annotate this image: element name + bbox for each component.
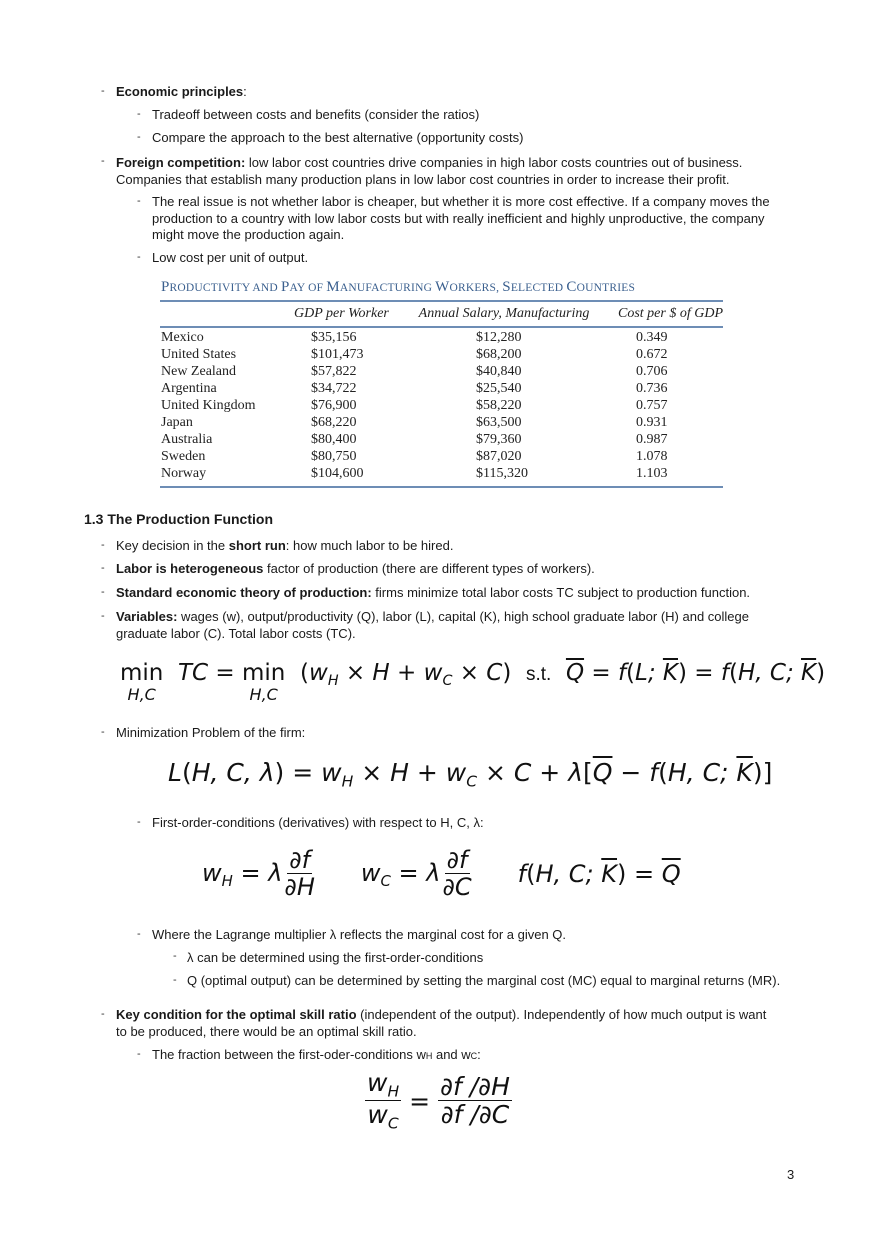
table-bottom-rule: [160, 486, 723, 488]
table-row: Australia $80,400 $79,360 0.987: [161, 432, 668, 447]
bullet-dash: -: [101, 1008, 105, 1020]
section-heading: 1.3 The Production Function: [84, 511, 273, 527]
equation-skill-ratio: $\frac{w_H}{w_C}$ = $\frac{\partial f /\partial H}{\partial f /\partial C}$: [367, 1068, 510, 1133]
bullet-economic-principles: Economic principles:: [116, 84, 247, 99]
bullet-dash: -: [137, 131, 141, 143]
sub-sub-bullet: Q (optimal output) can be determined by setting the marginal cost (MC) equal to marginal returns (MR).: [187, 973, 781, 988]
bullet-variables: Variables: wages (w), output/productivity (Q), labor (L), capital (K), high school graduate labor (H) and college: [116, 609, 749, 624]
bullet-foreign-competition: Foreign competition: low labor cost countries drive companies in high labor costs countries out of business.: [116, 155, 743, 170]
table-row: Norway $104,600 $115,320 1.103: [161, 466, 668, 481]
table-row: New Zealand $57,822 $40,840 0.706: [161, 364, 668, 379]
column-header: GDP per Worker: [294, 306, 389, 321]
sub-bullet-continuation: might move the production again.: [152, 227, 345, 242]
bullet-dash: -: [137, 816, 141, 828]
bullet-standard-theory: Standard economic theory of production: firms minimize total labor costs TC subject to production function.: [116, 585, 751, 600]
sub-bullet-foc: First-order-conditions (derivatives) with respect to H, C, λ:: [152, 815, 484, 830]
bullet-short-run: Key decision in the short run: how much labor to be hired.: [116, 538, 454, 553]
bullet-dash: -: [137, 108, 141, 120]
table-row: Argentina $34,722 $25,540 0.736: [161, 381, 668, 396]
bullet-dash: -: [173, 974, 177, 986]
sub-bullet-lagrange: Where the Lagrange multiplier λ reflects the marginal cost for a given Q.: [152, 927, 567, 942]
bullet-continuation: Companies that establish many production plans in low labor cost countries in order to increase their profit.: [116, 172, 730, 187]
bullet-dash: -: [137, 251, 141, 263]
table-title: PRODUCTIVITY AND PAY OF MANUFACTURING WORKERS, SELECTED COUNTRIES: [161, 279, 636, 295]
table-row: Mexico $35,156 $12,280 0.349: [161, 330, 668, 345]
bullet-dash: -: [137, 195, 141, 207]
bullet-dash: -: [101, 562, 105, 574]
table-row: United Kingdom $76,900 $58,220 0.757: [161, 398, 668, 413]
sub-bullet: Low cost per unit of output.: [152, 250, 309, 265]
bullet-dash: -: [101, 610, 105, 622]
bullet-continuation: graduate labor (C). Total labor costs (TC).: [116, 626, 356, 641]
bullet-heterogeneous: Labor is heterogeneous factor of production (there are different types of workers).: [116, 561, 595, 576]
sub-bullet-continuation: production to a country with low labor costs but with really inefficient and highly unproductive, the company: [152, 211, 765, 226]
table-header-row: [161, 303, 723, 325]
table-row: Sweden $80,750 $87,020 1.078: [161, 449, 668, 464]
column-header: [161, 303, 294, 325]
bullet-dash: -: [101, 586, 105, 598]
sub-bullet: Compare the approach to the best alternative (opportunity costs): [152, 130, 524, 145]
bullet-dash: -: [101, 726, 105, 738]
table-row: Japan $68,220 $63,500 0.931: [161, 415, 668, 430]
column-header: Annual Salary, Manufacturing: [418, 306, 590, 321]
equation-cost-minimization: min $^{H,C}$ TC = min $^{H,C}$ $(w_H \times H + w_C \times C)$ s.t. $\overline{Q} = f(L$; $\overline{K}) = f(H$, C; $\overline{K}$): [120, 660, 826, 704]
equation-lagrangian: L(H, C, $\lambda) = w_H \times H + w_C \times C + \lambda[\overline{Q} - f(H$, C; $\overline{K}$)]: [168, 758, 773, 791]
table-top-rule: [160, 300, 723, 302]
bullet-dash: -: [173, 950, 177, 962]
page-number: 3: [787, 1167, 795, 1182]
bullet-continuation: to be produced, there would be an optimal skill ratio.: [116, 1024, 417, 1039]
bullet-dash: -: [101, 85, 105, 97]
bullet-dash: -: [101, 155, 105, 167]
bullet-dash: -: [101, 539, 105, 551]
column-header: Cost per $ of GDP: [618, 306, 723, 321]
bullet-key-condition: Key condition for the optimal skill ratio (independent of the output). Independently of how much output is want: [116, 1007, 767, 1022]
productivity-table: [161, 303, 723, 482]
bullet-minimization: Minimization Problem of the firm:: [116, 725, 306, 740]
sub-bullet: The real issue is not whether labor is cheaper, but whether it is more cost effective. If a company moves the: [152, 194, 770, 209]
bullet-dash: -: [137, 1048, 141, 1060]
equation-first-order-conditions: $w_H = \lambda$ $\frac{\partial f}{\partial H}$ $w_C = \lambda$ $\frac{\partial f}{\partial C}$ f(H, C; $\overline{K}) = \overline{Q}$: [202, 846, 681, 902]
sub-bullet: Tradeoff between costs and benefits (consider the ratios): [152, 107, 480, 122]
sub-sub-bullet: λ can be determined using the first-order-conditions: [187, 950, 484, 965]
bullet-dash: -: [137, 928, 141, 940]
sub-bullet-fraction: The fraction between the first-oder-conditions wH and wC:: [152, 1047, 481, 1062]
table-row: United States $101,473 $68,200 0.672: [161, 347, 668, 362]
